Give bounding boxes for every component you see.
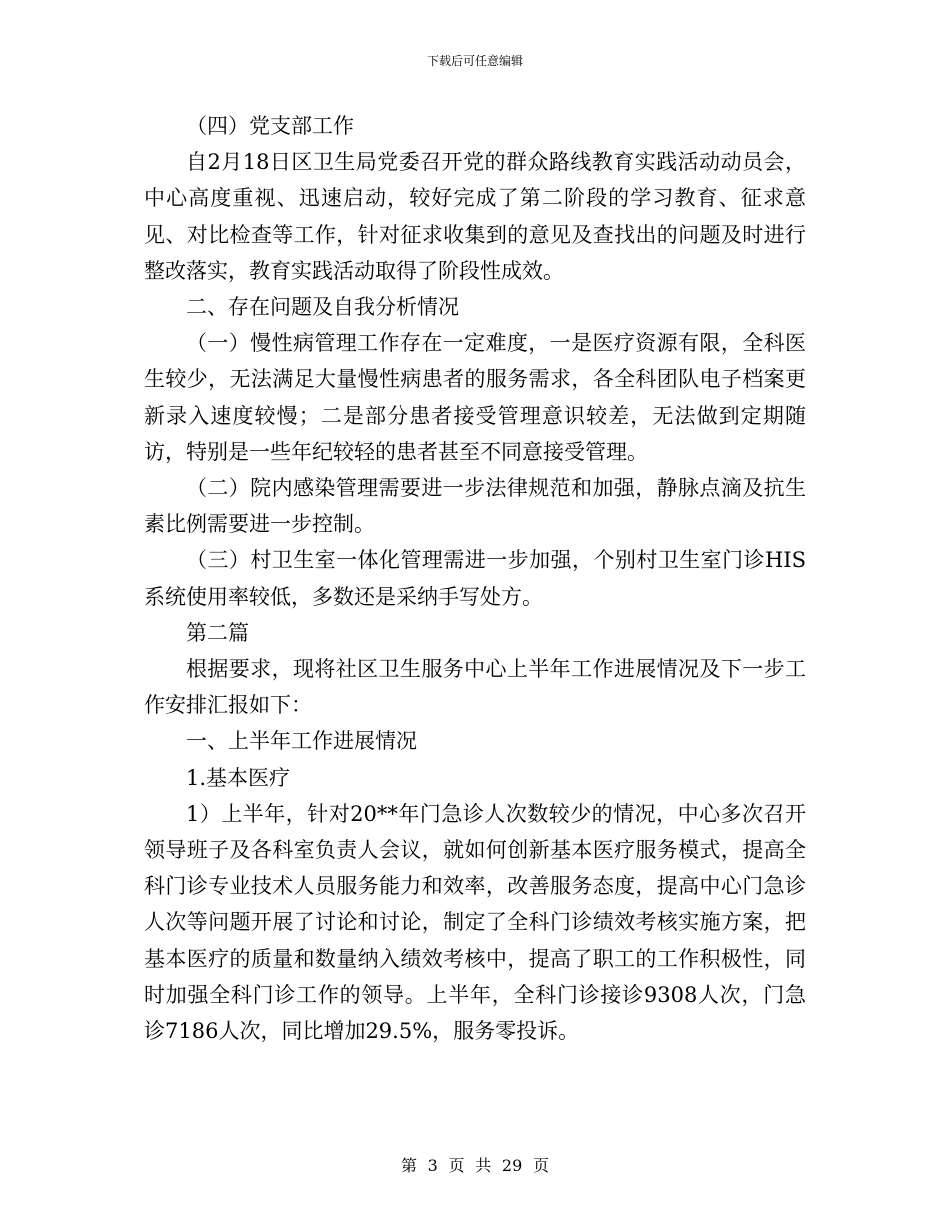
paragraph: 根据要求，现将社区卫生服务中心上半年工作进展情况及下一步工作安排汇报如下： (144, 657, 806, 718)
paragraph: （一）慢性病管理工作存在一定难度，一是医疗资源有限，全科医生较少，无法满足大量慢性病患者的服务需求，各全科团队电子档案更新录入速度较慢；二是部分患者接受管理意识较差，无法做到定期随访，特别是一些年纪较轻的患者甚至不同意接受管理。 (144, 331, 806, 464)
page-header: 下载后可任意编辑 (426, 54, 523, 68)
paragraph: 1）上半年，针对20**年门急诊人次数较少的情况，中心多次召开领导班子及各科室负责人会议，就如何创新基本医疗服务模式，提高全科门诊专业技术人员服务能力和效率，改善服务态度，提高中心门急诊人次等问题开展了讨论和讨论，制定了全科门诊绩效考核实施方案，把基本医疗的质量和数量纳入绩效考核中，提高了职工的工作积极性，同时加强全科门诊工作的领导。上半年，全科门诊接诊9308人次，门急诊7186人次，同比增加29.5%，服务零投诉。 (144, 801, 806, 1044)
section-heading: 一、上半年工作进展情况 (186, 729, 417, 754)
paragraph: （二）院内感染管理需要进一步法律规范和加强，静脉点滴及抗生素比例需要进一步控制。 (144, 476, 806, 537)
document-body (144, 108, 806, 1049)
section-heading: 二、存在问题及自我分析情况 (186, 295, 459, 320)
page-number-footer: 第 3 页 共 29 页 (401, 1156, 549, 1175)
paragraph: （四）党支部工作 (186, 114, 354, 138)
section-heading: 1.基本医疗 (186, 765, 291, 790)
section-heading: 第二篇 (186, 620, 249, 645)
paragraph: （三）村卫生室一体化管理需进一步加强，个别村卫生室门诊HIS系统使用率较低，多数还是采纳手写处方。 (144, 548, 806, 609)
paragraph: 自2月18日区卫生局党委召开党的群众路线教育实践活动动员会，中心高度重视、迅速启动，较好完成了第二阶段的学习教育、征求意见、对比检查等工作，针对征求收集到的意见及查找出的问题及时进行整改落实，教育实践活动取得了阶段性成效。 (144, 150, 806, 283)
